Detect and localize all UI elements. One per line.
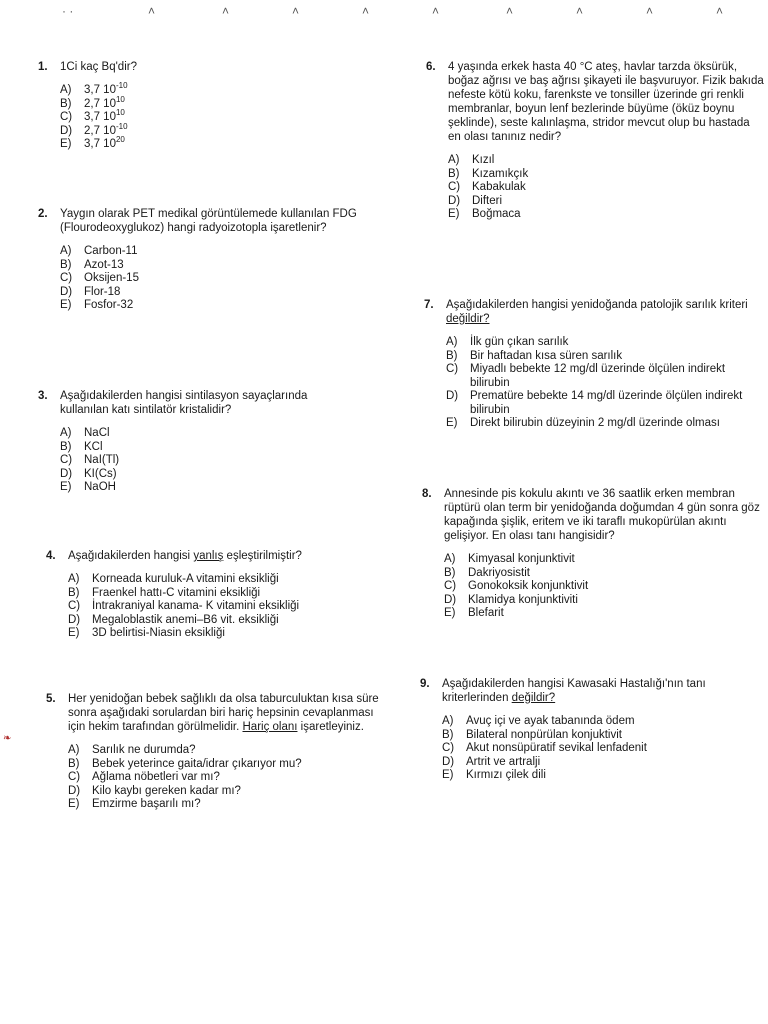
- question-text-part: Aşağıdakilerden hangisi sintilasyon sayaçlarında kullanılan katı sintilatör kristalidir?: [60, 390, 308, 416]
- option-text-main: NaOH: [84, 481, 116, 493]
- answer-option: [68, 798, 386, 812]
- option-letter: B): [60, 258, 72, 271]
- option-text-main: Sarılık ne durumda?: [92, 744, 196, 756]
- answer-option: [442, 756, 760, 770]
- answer-option: [68, 587, 346, 601]
- option-text: [92, 785, 241, 799]
- question-4: [46, 549, 346, 641]
- option-text-main: Gonokoksik konjunktivit: [468, 580, 589, 592]
- option-letter: E): [60, 138, 72, 150]
- option-letter: C): [68, 771, 81, 783]
- option-text-main: Azot-13: [84, 258, 124, 271]
- option-text: [84, 441, 103, 455]
- option-text: [470, 390, 762, 417]
- option-letter: D): [60, 285, 73, 298]
- answer-option: [60, 427, 358, 441]
- answer-option: [68, 627, 346, 641]
- option-text: [84, 481, 116, 495]
- answer-option: [446, 390, 762, 417]
- option-letter: C): [60, 111, 73, 123]
- option-text: [470, 350, 622, 364]
- answer-options: [60, 245, 378, 313]
- punch-mark: · ·: [62, 4, 74, 18]
- option-letter: B): [68, 586, 80, 599]
- option-letter: D): [68, 613, 81, 626]
- question-number: 9.: [420, 678, 430, 690]
- option-letter: D): [444, 593, 457, 606]
- option-text-main: Boğmaca: [472, 208, 521, 220]
- question-text: [446, 298, 762, 326]
- option-letter: A): [68, 573, 80, 585]
- answer-option: [446, 336, 762, 350]
- option-letter: B): [60, 440, 72, 453]
- option-text-main: 3,7 10: [84, 111, 116, 123]
- question-text-part: Yaygın olarak PET medikal görüntülemede kullanılan FDG (Flourodeoxyglukoz) hangi radyoizotopla işaretlenir?: [60, 208, 357, 234]
- question-stem: [426, 60, 764, 144]
- option-letter: D): [68, 784, 81, 797]
- question-text: [60, 60, 338, 74]
- option-text: [84, 245, 138, 259]
- question-text-part: Aşağıdakilerden hangisi: [68, 550, 194, 562]
- option-text-main: İlk gün çıkan sarılık: [470, 336, 569, 348]
- option-text-main: Bir haftadan kısa süren sarılık: [470, 349, 623, 362]
- question-number: 5.: [46, 693, 56, 705]
- option-exponent: 20: [115, 135, 125, 145]
- option-text: [92, 744, 196, 758]
- question-stem: [46, 549, 346, 563]
- answer-options: [448, 154, 764, 222]
- answer-option: [68, 785, 386, 799]
- option-letter: A): [60, 427, 72, 439]
- question-text: [448, 60, 764, 144]
- option-exponent: 10: [115, 108, 125, 118]
- option-letter: E): [60, 299, 72, 311]
- option-letter: B): [446, 349, 458, 362]
- option-letter: C): [448, 181, 461, 193]
- answer-option: [68, 758, 386, 772]
- option-text-main: Oksijen-15: [84, 272, 139, 284]
- option-text: [468, 607, 504, 621]
- option-letter: A): [448, 154, 460, 166]
- answer-option: [60, 121, 338, 139]
- option-letter: A): [446, 336, 458, 348]
- option-text-main: Bilateral nonpürülan konjuktivit: [466, 728, 622, 741]
- question-text-part: 1Ci kaç Bq'dir?: [60, 61, 137, 73]
- answer-option: [448, 181, 764, 195]
- answer-option: [60, 94, 338, 112]
- option-text-main: 3D belirtisi-Niasin eksikliği: [92, 627, 225, 639]
- option-text-main: İntrakraniyal kanama- K vitamini eksikliği: [92, 600, 300, 612]
- punch-mark: ˄: [432, 4, 440, 18]
- question-1: [38, 60, 338, 152]
- question-number: 4.: [46, 550, 56, 562]
- answer-option: [448, 168, 764, 182]
- punch-mark: ˄: [292, 4, 300, 18]
- option-text: [466, 729, 622, 743]
- option-text: [84, 468, 117, 482]
- option-text: [92, 771, 220, 785]
- option-text: [468, 580, 588, 594]
- option-letter: B): [442, 728, 454, 741]
- question-text-part: Aşağıdakilerden hangisi Kawasaki Hastalığı'nın tanı kriterlerinden: [442, 678, 706, 704]
- option-text-main: Fosfor-32: [84, 299, 134, 311]
- answer-option: [448, 154, 764, 168]
- answer-options: [444, 553, 762, 621]
- option-text-main: Klamidya konjunktiviti: [468, 593, 578, 606]
- answer-option: [68, 771, 386, 785]
- answer-option: [60, 454, 358, 468]
- question-text: [442, 677, 760, 705]
- option-text-main: Kabakulak: [472, 181, 526, 193]
- answer-option: [60, 299, 378, 313]
- option-letter: E): [68, 798, 80, 810]
- option-letter: D): [446, 390, 459, 402]
- option-text-main: Avuç içi ve ayak tabanında ödem: [466, 715, 635, 727]
- option-letter: A): [444, 553, 456, 565]
- answer-option: [60, 135, 338, 152]
- answer-option: [446, 417, 762, 431]
- option-text-main: Fraenkel hattı-C vitamini eksikliği: [92, 586, 261, 599]
- option-text: [472, 181, 526, 195]
- punch-mark: ˄: [716, 4, 724, 18]
- answer-option: [60, 108, 338, 125]
- answer-option: [444, 553, 762, 567]
- answer-options: [68, 744, 386, 812]
- answer-option: [60, 272, 378, 286]
- punch-mark: ˄: [148, 4, 156, 18]
- option-letter: D): [448, 194, 461, 207]
- question-number: 2.: [38, 208, 48, 220]
- option-letter: A): [60, 84, 72, 96]
- answer-options: [446, 336, 762, 431]
- question-text-part: işaretleyiniz.: [297, 721, 364, 733]
- option-text: [92, 600, 299, 614]
- question-stem: [46, 692, 386, 734]
- answer-option: [448, 195, 764, 209]
- option-text: [466, 742, 647, 756]
- option-letter: E): [446, 417, 458, 429]
- question-2: [38, 207, 378, 313]
- option-text: [468, 594, 578, 608]
- option-text-main: 3,7 10: [84, 84, 116, 96]
- option-letter: E): [60, 481, 72, 493]
- question-text: [444, 487, 762, 543]
- option-text-main: Prematüre bebekte 14 mg/dl üzerinde ölçülen indirekt bilirubin: [470, 390, 743, 416]
- question-stem: [38, 60, 338, 74]
- option-text-main: NaCl: [84, 427, 110, 439]
- question-text-part: Her yenidoğan bebek sağlıklı da olsa taburculuktan kısa süre sonra aşağıdaki sorulardan biri hariç hepsinin cevaplanması için hekim tarafından görülmelidir.: [68, 693, 379, 733]
- option-text: [468, 553, 575, 567]
- option-text: [470, 336, 568, 350]
- question-3: [38, 389, 358, 495]
- answer-option: [68, 614, 346, 628]
- option-text-main: Kızamıkçık: [472, 167, 529, 180]
- answer-option: [444, 580, 762, 594]
- answer-option: [446, 350, 762, 364]
- punch-mark: ˄: [506, 4, 514, 18]
- option-text: [470, 363, 762, 390]
- option-text: [470, 417, 720, 431]
- option-text: [84, 427, 110, 441]
- option-text: [84, 259, 124, 273]
- option-text-main: Megaloblastik anemi–B6 vit. eksikliği: [92, 613, 279, 626]
- option-letter: C): [60, 272, 73, 284]
- option-text-main: Kızıl: [472, 154, 495, 166]
- question-number: 6.: [426, 61, 436, 73]
- answer-options: [442, 715, 760, 783]
- option-text-main: Kimyasal konjunktivit: [468, 553, 575, 565]
- option-text-main: Miyadlı bebekte 12 mg/dl üzerinde ölçülen indirekt bilirubin: [470, 363, 726, 389]
- option-exponent: -10: [115, 81, 128, 91]
- option-text: [84, 454, 119, 468]
- option-letter: B): [60, 97, 72, 110]
- punch-mark: ˄: [362, 4, 370, 18]
- option-text: [92, 614, 279, 628]
- question-text: [60, 207, 378, 235]
- answer-option: [68, 600, 346, 614]
- question-stem: [424, 298, 762, 326]
- answer-option: [442, 742, 760, 756]
- answer-option: [444, 567, 762, 581]
- answer-option: [60, 81, 338, 98]
- question-text-part: Aşağıdakilerden hangisi yenidoğanda patolojik sarılık kriteri: [446, 299, 748, 311]
- option-text-main: Direkt bilirubin düzeyinin 2 mg/dl üzerinde olması: [470, 417, 720, 429]
- option-letter: A): [442, 715, 454, 727]
- option-letter: B): [68, 757, 80, 770]
- answer-option: [68, 744, 386, 758]
- question-text-part: Annesinde pis kokulu akıntı ve 36 saatlik erken membran rüptürü olan term bir yenidoğanda doğumdan 4 gün sonra göz kapağında şişlik, eritem ve iki taraflı mukopürülan akıntı gelişiyor. En olası tanı hangisidir?: [444, 488, 760, 542]
- option-text: [92, 798, 201, 812]
- question-emphasis: Hariç olanı: [242, 721, 298, 733]
- option-text: [84, 286, 120, 300]
- option-text-main: 3,7 10: [84, 138, 116, 150]
- option-letter: E): [442, 769, 454, 781]
- option-text-main: Akut nonsüpüratif sevikal lenfadenit: [466, 742, 647, 754]
- option-text-main: Blefarit: [468, 607, 504, 619]
- option-text: [472, 208, 521, 222]
- question-emphasis: değildir?: [446, 313, 490, 325]
- question-stem: [422, 487, 762, 543]
- option-text: [466, 715, 635, 729]
- option-text: [466, 756, 540, 770]
- option-text-main: 2,7 10: [84, 97, 116, 110]
- question-number: 1.: [38, 61, 48, 73]
- option-letter: E): [444, 607, 456, 619]
- option-text-main: Flor-18: [84, 285, 121, 298]
- option-text-main: Artrit ve artralji: [466, 755, 541, 768]
- option-text-main: Bebek yeterince gaita/idrar çıkarıyor mu?: [92, 757, 302, 770]
- answer-options: [60, 81, 338, 152]
- question-stem: [38, 389, 358, 417]
- option-letter: C): [68, 600, 81, 612]
- option-exponent: -10: [115, 121, 128, 131]
- punch-mark: ˄: [576, 4, 584, 18]
- answer-option: [60, 245, 378, 259]
- answer-option: [446, 363, 762, 390]
- option-text-main: Emzirme başarılı mı?: [92, 798, 201, 810]
- option-letter: C): [60, 454, 73, 466]
- option-exponent: 10: [115, 94, 125, 104]
- option-text-main: Kırmızı çilek dili: [466, 769, 546, 781]
- question-number: 8.: [422, 488, 432, 500]
- punch-mark: ˄: [222, 4, 230, 18]
- answer-option: [60, 468, 358, 482]
- answer-option: [444, 607, 762, 621]
- question-emphasis: yanlış: [193, 550, 224, 562]
- option-text-main: Carbon-11: [84, 245, 138, 257]
- option-text: [466, 769, 546, 783]
- option-text-main: Kilo kaybı gereken kadar mı?: [92, 784, 241, 797]
- question-number: 7.: [424, 299, 434, 311]
- question-text: [68, 549, 346, 563]
- option-text-main: Ağlama nöbetleri var mı?: [92, 771, 220, 783]
- question-text-part: eşleştirilmiştir?: [223, 550, 302, 562]
- option-letter: A): [68, 744, 80, 756]
- option-text: [472, 195, 502, 209]
- punch-mark: ˄: [646, 4, 654, 18]
- stray-ink-mark: ❧: [3, 733, 12, 744]
- question-5: [46, 692, 386, 812]
- question-text: [68, 692, 386, 734]
- option-text: [84, 135, 125, 152]
- question-number: 3.: [38, 390, 48, 402]
- punch-marks: [60, 4, 760, 20]
- option-text: [472, 168, 528, 182]
- option-text: [468, 567, 530, 581]
- question-7: [424, 298, 762, 431]
- option-letter: D): [60, 467, 73, 480]
- question-emphasis: değildir?: [511, 692, 556, 704]
- option-letter: B): [448, 167, 460, 180]
- option-text-main: 2,7 10: [84, 124, 116, 137]
- option-letter: A): [60, 245, 72, 257]
- answer-option: [60, 286, 378, 300]
- option-text: [92, 627, 225, 641]
- answer-option: [60, 481, 358, 495]
- question-text: [60, 389, 358, 417]
- option-text: [92, 573, 279, 587]
- question-stem: [420, 677, 760, 705]
- question-9: [420, 677, 760, 783]
- answer-option: [442, 729, 760, 743]
- answer-option: [68, 573, 346, 587]
- question-8: [422, 487, 762, 621]
- option-letter: D): [60, 124, 73, 137]
- option-text-main: Dakriyosistit: [468, 566, 530, 579]
- option-letter: B): [444, 566, 456, 579]
- option-letter: C): [446, 363, 459, 375]
- option-letter: C): [442, 742, 455, 754]
- option-text: [92, 758, 302, 772]
- answer-options: [60, 427, 358, 495]
- question-6: [426, 60, 764, 222]
- option-letter: E): [448, 208, 460, 220]
- option-text-main: NaI(Tl): [84, 454, 120, 466]
- option-text: [84, 272, 139, 286]
- answer-option: [442, 769, 760, 783]
- answer-option: [448, 208, 764, 222]
- option-text-main: Difteri: [472, 194, 503, 207]
- option-letter: D): [442, 755, 455, 768]
- option-text: [92, 587, 260, 601]
- answer-option: [60, 441, 358, 455]
- option-letter: C): [444, 580, 457, 592]
- answer-options: [68, 573, 346, 641]
- option-letter: E): [68, 627, 80, 639]
- answer-option: [60, 259, 378, 273]
- option-text-main: Korneada kuruluk-A vitamini eksikliği: [92, 573, 279, 585]
- option-text-main: KCl: [84, 440, 103, 453]
- question-stem: [38, 207, 378, 235]
- answer-option: [444, 594, 762, 608]
- answer-option: [442, 715, 760, 729]
- option-text: [84, 299, 133, 313]
- option-text-main: KI(Cs): [84, 467, 117, 480]
- option-text: [472, 154, 494, 168]
- question-text-part: 4 yaşında erkek hasta 40 °C ateş, havlar tarzda öksürük, boğaz ağrısı ve baş ağrısı şikayeti ile başvuruyor. Fizik bakıda nefeste kötü koku, farenkste ve tonsiller üzerinde gri renkli membranlar, boyun lenf bezlerinde büyüme (öküz boynu şeklinde), seste kalınlaşma, stridor mevcut olup bu hastada en olası tanınız nedir?: [448, 61, 764, 143]
